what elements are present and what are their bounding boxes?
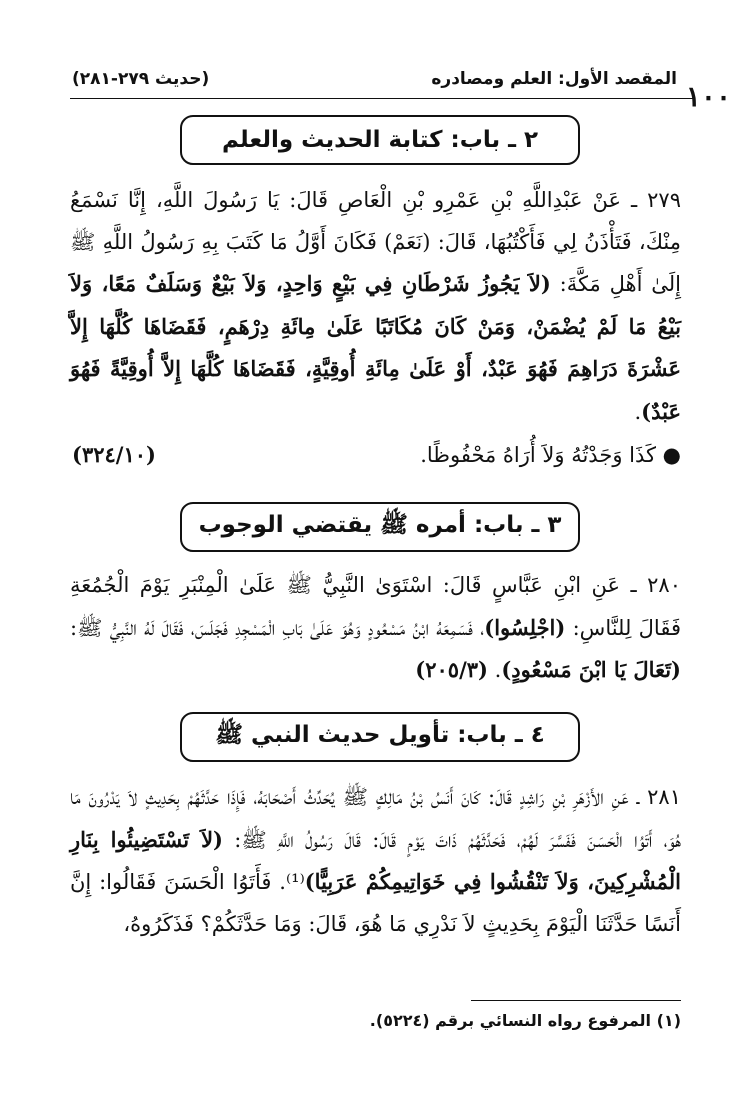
hadith-quote: (تَعَالَ يَا ابْنَ مَسْعُودٍ) [501,657,681,682]
page-number: ١٠٠ [685,80,731,113]
hadith-quote: (اجْلِسُوا) [484,614,566,640]
chapter-title-box [180,502,580,552]
footnote-rule [471,1000,681,1001]
editor-note [72,435,681,475]
hadith-quote: (لاَ يَجُوزُ شَرْطَانِ فِي بَيْعٍ وَاحِدٍ، وَلاَ بَيْعٌ وَسَلَفٌ مَعًا، وَلاَ بَيْعُ مَا لَمْ يُضْمَنْ، وَمَنْ كَانَ مُكَاتَبًا عَلَىٰ مِائَةِ دِرْهَمٍ، فَقَضَاهَا كُلَّهَا إِلاَّ عَشْرَةَ دَرَاهِمَ فَهُوَ عَبْدٌ، أَوْ عَلَىٰ مِائَةِ أُوقِيَّةٍ، فَقَضَاهَا كُلَّهَا إِلاَّ أُوقِيَّةً فَهُوَ عَبْدٌ) [70,271,681,424]
footnote: (١) المرفوع رواه النسائي برقم (٥٢٢٤). [369,1011,681,1030]
header-rule [70,98,695,99]
hadith-reference: (٢٠٥/٣) [415,657,488,682]
hadith-280 [70,565,681,692]
hadith-text: ٢٨٠ ـ عَنِ ابْنِ عَبَّاسٍ قَالَ: اسْتَوَىٰ النَّبِيُّ ﷺ عَلَىٰ الْمِنْبَرِ يَوْمَ الْجُمُعَةِ فَقَالَ لِلنَّاسِ: [70,573,681,640]
running-title: المقصد الأول: العلم ومصادره [431,69,677,89]
hadith-tail: ⁽¹⁾. فَأَتَوُا الْحَسَنَ فَقَالُوا: إِنَّ أَنَسًا حَدَّثَنَا الْيَوْمَ بِحَدِيثٍ لاَ نَدْرِي مَا هُوَ، قَالَ: وَمَا حَدَّثَكُمْ؟ فَذَكَرُوهُ، [70,870,681,936]
hadith-range: (حديث ٢٧٩-٢٨١) [72,69,210,89]
hadith-tail: . [634,399,642,424]
chapter-title-box [180,115,580,165]
note-reference: (٣٢٤/١٠) [72,442,156,467]
hadith-text: ٢٨١ ـ عَنِ الأَزْهَرِ بْنِ رَاشِدٍ قَالَ: كَانَ أَنَسُ بْنُ مَالِكٍ ﷺ يُحَدِّثُ أَصْحَابَهُ، فَإِذَا حَدَّثَهُمْ بِحَدِيثٍ لاَ يَدْرُونَ مَا هُوَ، أَتَوُا الْحَسَنَ فَفَسَّرَ لَهُمْ، فَحَدَّثَهُمْ ذَاتَ يَوْمٍ قَالَ: قَالَ رَسُولُ اللَّهِ ﷺ: [70,785,681,852]
hadith-text: ٢٧٩ ـ عَنْ عَبْدِاللَّهِ بْنِ عَمْرِو بْنِ الْعَاصِ قَالَ: يَا رَسُولَ اللَّهِ، إِنَّا نَسْمَعُ مِنْكَ، فَتَأْذَنُ لِي فَأَكْتُبُهَا، قَالَ: (نَعَمْ) فَكَانَ أَوَّلُ مَا كَتَبَ بِهِ رَسُولُ اللَّهِ ﷺ إِلَىٰ أَهْلِ مَكَّةَ: [70,188,681,296]
chapter-title-box [180,712,580,762]
chapter-title: ٤ ـ باب: تأويل حديث النبي ﷺ [215,722,545,748]
hadith-text: ، فَسَمِعَهُ ابْنُ مَسْعُودٍ وَهُوَ عَلَىٰ بَابِ الْمَسْجِدِ فَجَلَسَ، فَقَالَ لَهُ النَّبِيُّ ﷺ: [70,615,485,640]
hadith-279 [70,180,681,433]
chapter-title: ٢ ـ باب: كتابة الحديث والعلم [221,127,539,153]
note-text: ● كَذَا وَجَدْتُهُ وَلاَ أُرَاهُ مَحْفُوظًا. [420,443,681,467]
chapter-title: ٣ ـ باب: أمره ﷺ يقتضي الوجوب [198,512,562,538]
hadith-tail: . [487,658,502,682]
hadith-281 [70,777,681,945]
hadith-quote: (لاَ تَسْتَضِيئُوا بِنَارِ الْمُشْرِكِينَ، وَلاَ تَنْقُشُوا فِي خَوَاتِيمِكُمْ عَرَبِيًّا) [70,826,681,894]
